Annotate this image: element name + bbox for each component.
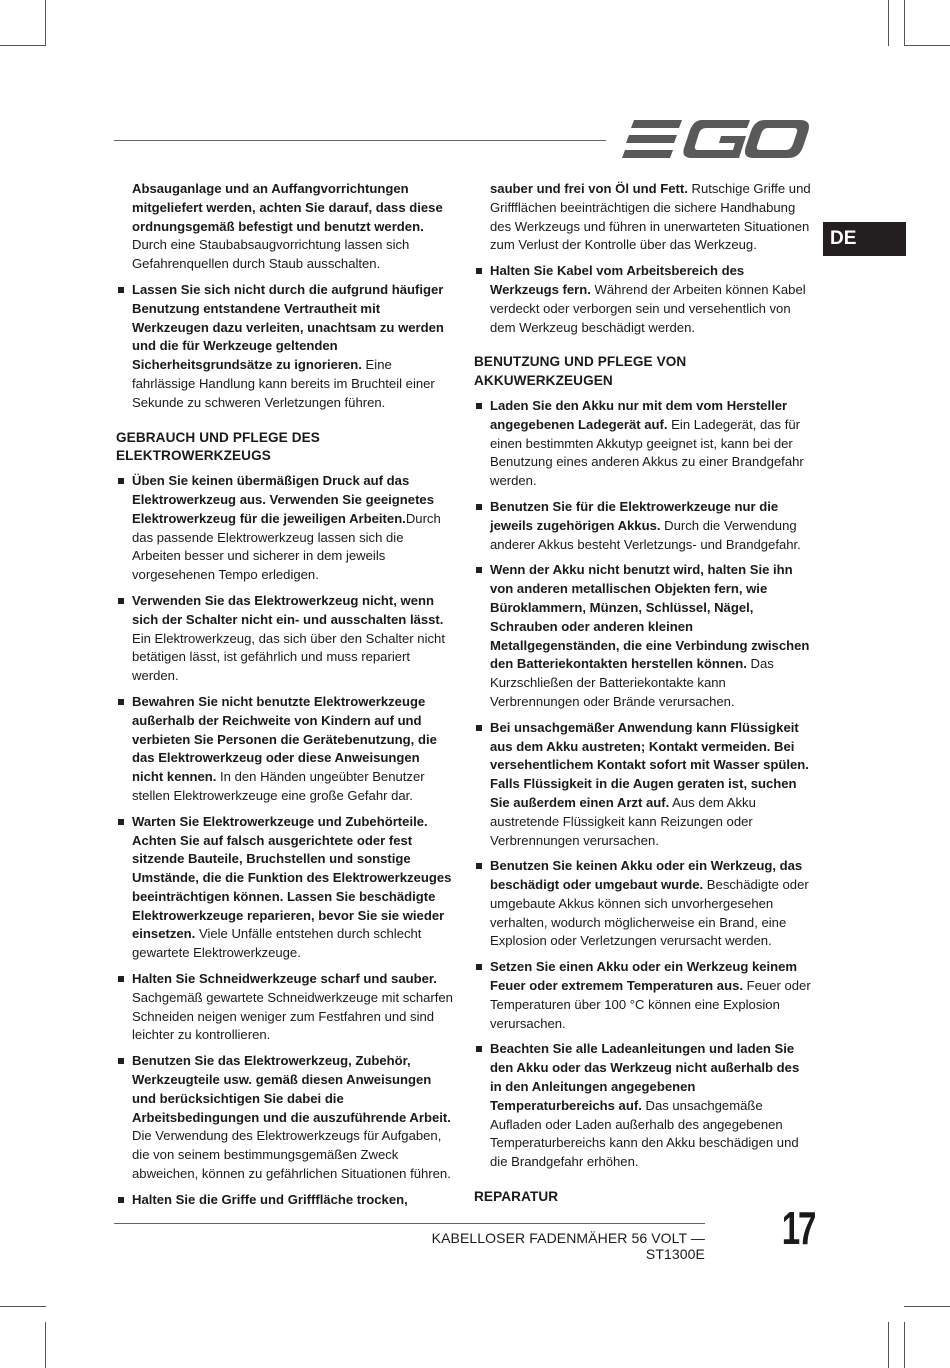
bold-lead: Halten Sie Kabel vom Arbeitsbereich des Werkzeugs fern. bbox=[490, 263, 745, 297]
body-text: Viele Unfälle entstehen durch schlecht gewartete Elektrowerkzeuge. bbox=[132, 926, 422, 961]
bullet-item bbox=[116, 592, 454, 686]
bold-lead: Halten Sie die Griffe und Grifffläche trocken, bbox=[132, 1191, 408, 1207]
body-text: Eine fahrlässige Handlung kann bereits im Bruchteil einer Sekunde zu schweren Verletzungen führen. bbox=[132, 357, 435, 410]
left-column bbox=[116, 180, 454, 1217]
crop-mark bbox=[0, 1306, 46, 1307]
body-text: Das unsachgemäße Aufladen oder Laden außerhalb des angegebenen Temperaturbereichs kann den Akku beschädigen und die Brandgefahr erhöhen. bbox=[490, 1097, 799, 1170]
body-text: Sachgemäß gewartete Schneidwerkzeuge mit scharfen Schneiden neigen weniger zum Festfahren und sind leichter zu kontrollieren. bbox=[132, 989, 453, 1043]
bold-lead: Laden Sie den Akku nur mit dem vom Hersteller angegebenen Ladegerät auf. bbox=[490, 397, 788, 432]
bullet-item bbox=[116, 472, 454, 585]
bold-lead: Setzen Sie einen Akku oder ein Werkzeug keinem Feuer oder extremem Temperaturen aus. bbox=[490, 959, 798, 994]
body-text: Durch eine Staubabsaugvorrichtung lassen sich Gefahrenquellen durch Staub ausschalten. bbox=[132, 237, 410, 272]
body-text: Die Verwendung des Elektrowerkzeugs für Aufgaben, die von seinem bestimmungsgemäßen Zweck abweichen, können zu gefährlichen Situationen führen. bbox=[132, 1128, 451, 1182]
crop-mark bbox=[904, 0, 905, 46]
crop-mark bbox=[45, 1322, 46, 1368]
body-text: Ein Elektrowerkzeug, das sich über den Schalter nicht betätigen lässt, ist gefährlich und muss repariert werden. bbox=[132, 630, 445, 684]
bold-lead: Benutzen Sie für die Elektrowerkzeuge nur die jeweils zugehörigen Akkus. bbox=[490, 498, 779, 533]
body-text: Das Kurzschließen der Batteriekontakte kann Verbrennungen oder Brände verursachen. bbox=[490, 656, 774, 709]
bold-lead: sauber und frei von Öl und Fett. bbox=[490, 181, 688, 196]
header-rule bbox=[114, 140, 606, 141]
bullet-item bbox=[116, 970, 454, 1045]
crop-mark bbox=[888, 1322, 889, 1368]
body-text: Rutschige Griffe und Griffflächen beeinträchtigen die sichere Handhabung des Werkzeugs und führen in unerwarteten Situationen zum Verlust der Kontrolle über das Werkzeug. bbox=[490, 181, 811, 253]
section-heading: GEBRAUCH UND PFLEGE DES ELEKTROWERKZEUGS bbox=[116, 429, 320, 464]
body-text: In den Händen ungeübter Benutzer stellen Elektrowerkzeuge eine große Gefahr dar. bbox=[132, 769, 425, 803]
language-tab: DE bbox=[823, 222, 906, 256]
body-text: Durch die Verwendung anderer Akkus besteht Verletzungs- und Brandgefahr. bbox=[490, 517, 801, 552]
continued-paragraph bbox=[474, 180, 812, 255]
body-text: Aus dem Akku austretende Flüssigkeit kann Reizungen oder Verbrennungen verursachen. bbox=[490, 794, 756, 848]
crop-mark bbox=[904, 45, 950, 46]
crop-mark bbox=[888, 0, 889, 46]
section-heading: BENUTZUNG UND PFLEGE VON AKKUWERKZEUGEN bbox=[474, 354, 687, 389]
bold-lead: Wenn der Akku nicht benutzt wird, halten Sie ihn von anderen metallischen Objekten fern, wie Büroklammern, Münzen, Schlüssel, Nägel, Schrauben oder anderen kleinen Metallgegenständen, die eine Verbindung zwischen den Batteriekontakten herstellen können. bbox=[490, 562, 810, 672]
right-column bbox=[474, 180, 812, 1213]
continued-paragraph bbox=[116, 180, 454, 274]
bold-lead: Benutzen Sie das Elektrowerkzeug, Zubehör, Werkzeugteile usw. gemäß diesen Anweisungen und berücksichtigen Sie dabei die Arbeitsbedingungen und die auszuführende Arbeit. bbox=[132, 1053, 451, 1125]
bullet-item bbox=[474, 561, 812, 711]
bold-lead: Benutzen Sie keinen Akku oder ein Werkzeug, das beschädigt oder umgebaut wurde. bbox=[490, 858, 803, 893]
crop-mark bbox=[45, 0, 46, 46]
bullet-item bbox=[116, 1191, 454, 1210]
bullet-item bbox=[474, 397, 812, 491]
bullet-item bbox=[474, 1040, 812, 1172]
section-heading: REPARATUR bbox=[474, 1189, 559, 1205]
bullet-item bbox=[116, 813, 454, 963]
bullet-item bbox=[474, 857, 812, 951]
bold-lead: Bewahren Sie nicht benutzte Elektrowerkzeuge außerhalb der Reichweite von Kindern auf und verbieten Sie Personen die Gerätebenutzung, die das Elektrowerkzeug oder diese Anweisungen nicht kennen. bbox=[132, 693, 437, 785]
bold-lead: Bei unsachgemäßer Anwendung kann Flüssigkeit aus dem Akku austreten; Kontakt vermeiden. Bei versehentlichem Kontakt sofort mit Wasser spülen. Falls Flüssigkeit in die Augen geraten ist, suchen Sie außerdem einen Arzt auf. bbox=[490, 719, 809, 810]
bullet-item bbox=[474, 498, 812, 554]
body-text: Beschädigte oder umgebaute Akkus können sich unvorhergesehen verhalten, wodurch möglicherweise ein Brand, eine Explosion oder Verletzungen verursacht werden. bbox=[490, 877, 809, 949]
crop-mark bbox=[904, 1322, 905, 1368]
bold-lead: Lassen Sie sich nicht durch die aufgrund häufiger Benutzung entstandene Vertrautheit mit Werkzeugen dazu verleiten, unachtsam zu werden und die für Werkzeuge geltenden Sicherheitsgrundsätze zu ignorieren. bbox=[132, 281, 444, 373]
bullet-item bbox=[116, 281, 454, 413]
body-text: Ein Ladegerät, das für einen bestimmten Akkutyp geeignet ist, kann bei der Benutzung eines anderen Akkus zu einer Brandgefahr werden. bbox=[490, 416, 804, 489]
bullet-item bbox=[474, 958, 812, 1033]
bullet-item bbox=[474, 719, 812, 851]
bold-lead: Üben Sie keinen übermäßigen Druck auf das Elektrowerkzeug aus. Verwenden Sie geeignetes Elektrowerkzeug für die jeweiligen Arbeiten. bbox=[132, 473, 434, 526]
body-text: Während der Arbeiten können Kabel verdeckt oder verborgen sein und versehentlich von dem Werkzeug beschädigt werden. bbox=[490, 281, 806, 335]
bold-lead: Beachten Sie alle Ladeanleitungen und laden Sie den Akku oder das Werkzeug nicht außerhalb des in den Anleitungen angegebenen Temperaturbereichs auf. bbox=[490, 1041, 800, 1113]
footer-title: KABELLOSER FADENMÄHER 56 VOLT — ST1300E bbox=[431, 1230, 705, 1262]
crop-mark bbox=[0, 45, 46, 46]
bullet-item bbox=[116, 1052, 454, 1184]
bullet-item bbox=[474, 262, 812, 337]
ego-logo bbox=[622, 118, 810, 167]
crop-mark bbox=[904, 1306, 950, 1307]
bullet-item bbox=[116, 693, 454, 806]
footer-rule bbox=[114, 1223, 705, 1224]
bold-lead: Verwenden Sie das Elektrowerkzeug nicht, wenn sich der Schalter nicht ein- und ausschalten lässt. bbox=[132, 592, 444, 627]
body-text: Durch das passende Elektrowerkzeug lassen sich die Arbeiten besser und sicherer in dem jeweils vorgesehenen Tempo erledigen. bbox=[132, 510, 441, 583]
page-number: 17 bbox=[781, 1202, 815, 1254]
bold-lead: Absauganlage und an Auffangvorrichtungen mitgeliefert werden, achten Sie darauf, dass diese ordnungsgemäß befestigt und benutzt werden. bbox=[132, 181, 443, 234]
body-text: Feuer oder Temperaturen über 100 °C können eine Explosion verursachen. bbox=[490, 978, 811, 1031]
bold-lead: Warten Sie Elektrowerkzeuge und Zubehörteile. Achten Sie auf falsch ausgerichtete oder fest sitzende Bauteile, Bruchstellen und sonstige Umstände, die die Funktion des Elektrowerkzeuges beeinträchtigen können. Lassen Sie beschädigte Elektrowerkzeuge reparieren, bevor Sie sie wieder einsetzen. bbox=[132, 813, 452, 942]
bold-lead: Halten Sie Schneidwerkzeuge scharf und sauber. bbox=[132, 971, 437, 987]
